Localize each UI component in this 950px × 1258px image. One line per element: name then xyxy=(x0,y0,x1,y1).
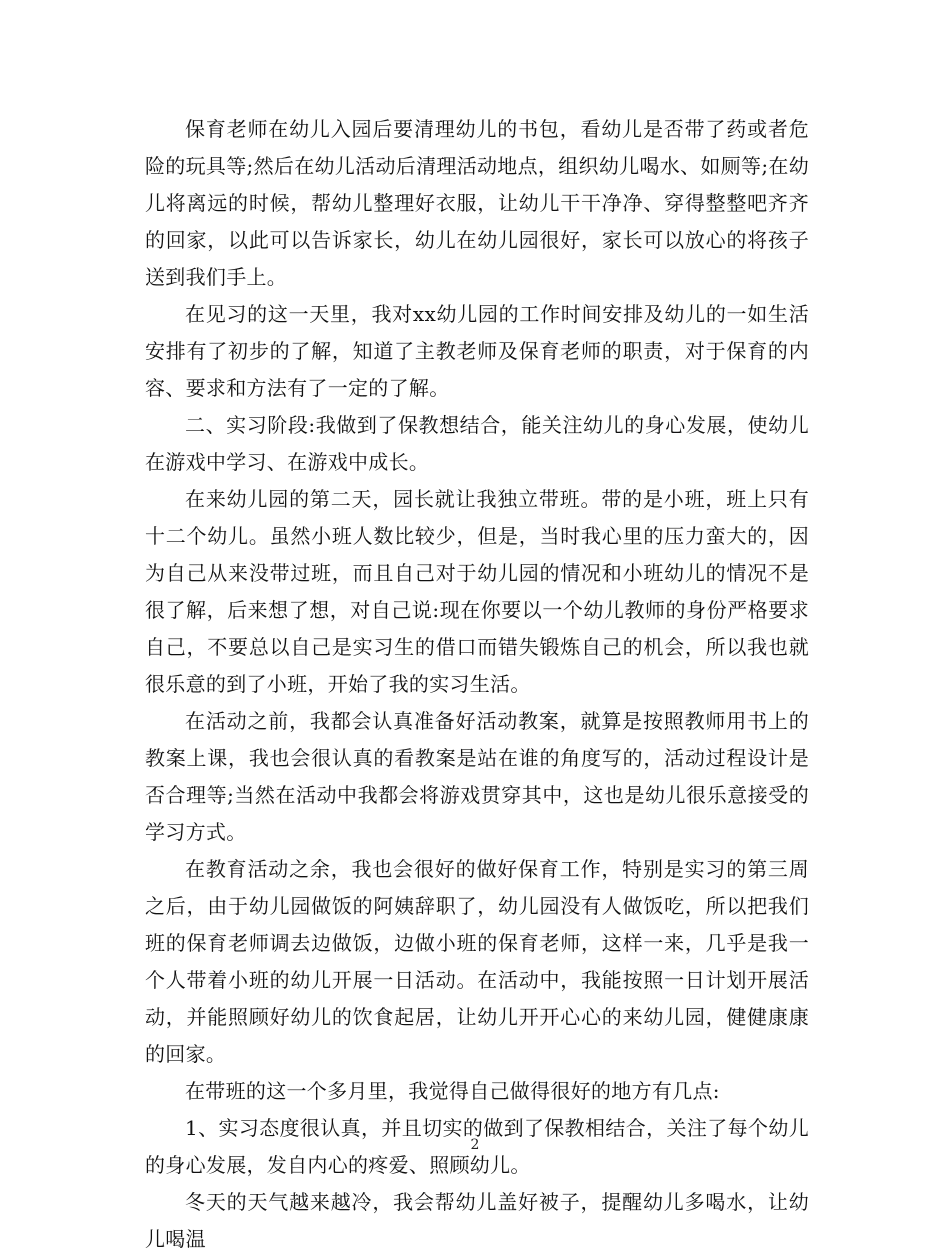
paragraph-5: 在活动之前，我都会认真准备好活动教案，就算是按照教师用书上的教案上课，我也会很认真的看教案是站在谁的角度写的，活动过程设计是否合理等;当然在活动中我都会将游戏贯穿其中，这也是幼儿很乐意接受的学习方式。 xyxy=(145,709,809,844)
paragraph-2: 在见习的这一天里，我对xx幼儿园的工作时间安排及幼儿的一如生活安排有了初步的了解，知道了主教老师及保育老师的职责，对于保育的内容、要求和方法有了一定的了解。 xyxy=(145,302,809,400)
document-body xyxy=(145,111,809,1258)
paragraph-4: 在来幼儿园的第二天，园长就让我独立带班。带的是小班，班上只有十二个幼儿。虽然小班人数比较少，但是，当时我心里的压力蛮大的，因为自己从来没带过班，而且自己对于幼儿园的情况和小班幼儿的情况不是很了解，后来想了想，对自己说:现在你要以一个幼儿教师的身份严格要求自己，不要总以自己是实习生的借口而错失锻炼自己的机会，所以我也就很乐意的到了小班，开始了我的实习生活。 xyxy=(145,487,809,696)
paragraph-6: 在教育活动之余，我也会很好的做好保育工作，特别是实习的第三周之后，由于幼儿园做饭的阿姨辞职了，幼儿园没有人做饭吃，所以把我们班的保育老师调去边做饭，边做小班的保育老师，这样一来，几乎是我一个人带着小班的幼儿开展一日活动。在活动中，我能按照一日计划开展活动，并能照顾好幼儿的饮食起居，让幼儿开开心心的来幼儿园，健健康康的回家。 xyxy=(145,857,809,1066)
paragraph-3: 二、实习阶段:我做到了保教想结合，能关注幼儿的身心发展，使幼儿在游戏中学习、在游戏中成长。 xyxy=(145,413,809,474)
paragraph-1: 保育老师在幼儿入园后要清理幼儿的书包，看幼儿是否带了药或者危险的玩具等;然后在幼儿活动后清理活动地点，组织幼儿喝水、如厕等;在幼儿将离远的时候，帮幼儿整理好衣服，让幼儿干干净净、穿得整整吧齐齐的回家，以此可以告诉家长，幼儿在幼儿园很好，家长可以放心的将孩子送到我们手上。 xyxy=(145,117,809,289)
page-number: 2 xyxy=(470,1137,480,1153)
paragraph-8: 1、实习态度很认真，并且切实的做到了保教相结合，关注了每个幼儿的身心发展，发自内心的疼爱、照顾幼儿。 xyxy=(145,1116,809,1177)
paragraph-7: 在带班的这一个多月里，我觉得自己做得很好的地方有几点: xyxy=(185,1079,720,1103)
paragraph-9: 冬天的天气越来越冷，我会帮幼儿盖好被子，提醒幼儿多喝水，让幼儿喝温 xyxy=(145,1190,809,1251)
